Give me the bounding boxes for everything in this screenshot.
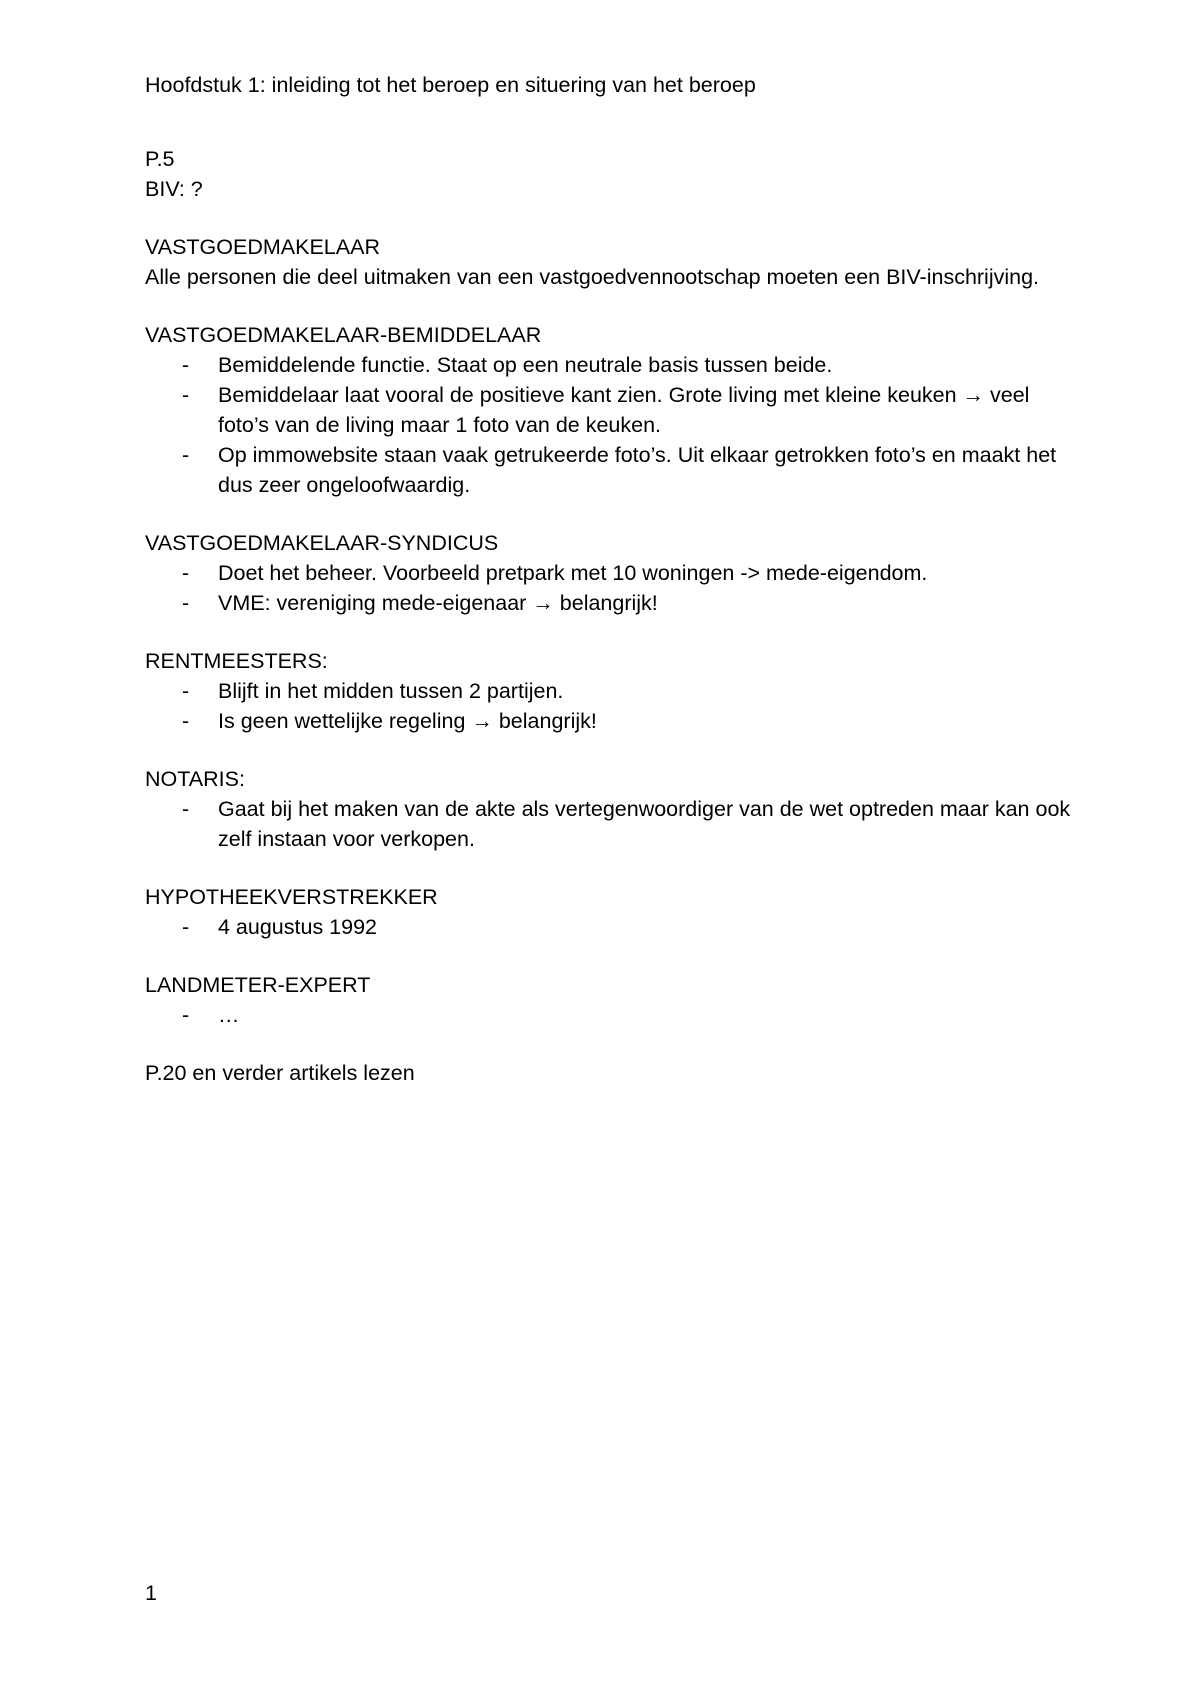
list-rentmeesters (145, 676, 1075, 736)
list-syndicus (145, 558, 1075, 618)
bullet-dash: - (182, 915, 190, 939)
list-item-text: … (218, 1003, 240, 1027)
list-item-text: Blijft in het midden tussen 2 partijen. (218, 679, 564, 703)
list-hypotheek (145, 912, 1075, 942)
bullet-dash: - (182, 1003, 190, 1027)
section-heading-syndicus: VASTGOEDMAKELAAR-SYNDICUS (145, 531, 499, 555)
list-item (145, 350, 1075, 380)
list-item (145, 676, 1075, 706)
bullet-dash: - (182, 679, 190, 703)
list-item-text: Is geen wettelijke regeling → belangrijk! (218, 709, 597, 733)
closing-note: P.20 en verder artikels lezen (145, 1061, 415, 1085)
list-item (145, 912, 1075, 942)
list-item (145, 794, 1075, 854)
document-body (145, 70, 1075, 1088)
section-heading-landmeter: LANDMETER-EXPERT (145, 973, 371, 997)
section-heading-notaris: NOTARIS: (145, 767, 245, 791)
section-heading-rentmeesters: RENTMEESTERS: (145, 649, 328, 673)
bullet-dash: - (182, 443, 190, 467)
bullet-dash: - (182, 709, 190, 733)
list-item (145, 1000, 1075, 1030)
biv-line: BIV: ? (145, 177, 203, 201)
list-item-text: Op immowebsite staan vaak getrukeerde foto’s. Uit elkaar getrokken foto’s en maakt het dus zeer ongeloofwaardig. (218, 443, 1057, 497)
list-item-text: 4 augustus 1992 (218, 915, 377, 939)
list-item-text: Bemiddelende functie. Staat op een neutrale basis tussen beide. (218, 353, 833, 377)
section-heading-bemiddelaar: VASTGOEDMAKELAAR-BEMIDDELAAR (145, 323, 542, 347)
bullet-dash: - (182, 353, 190, 377)
list-item (145, 440, 1075, 500)
list-item (145, 588, 1075, 618)
bullet-dash: - (182, 797, 190, 821)
section-text-vastgoedmakelaar: Alle personen die deel uitmaken van een vastgoedvennootschap moeten een BIV-inschrijving. (145, 265, 1040, 289)
document-title: Hoofdstuk 1: inleiding tot het beroep en situering van het beroep (145, 73, 756, 97)
page-number: 1 (145, 1581, 157, 1605)
list-landmeter (145, 1000, 1075, 1030)
section-heading-vastgoedmakelaar: VASTGOEDMAKELAAR (145, 235, 380, 259)
list-item (145, 380, 1075, 440)
list-item (145, 706, 1075, 736)
list-item-text: VME: vereniging mede-eigenaar → belangrijk! (218, 591, 658, 615)
bullet-dash: - (182, 383, 190, 407)
list-item-text: Doet het beheer. Voorbeeld pretpark met 10 woningen -> mede-eigendom. (218, 561, 928, 585)
list-bemiddelaar (145, 350, 1075, 500)
list-item-text: Bemiddelaar laat vooral de positieve kant zien. Grote living met kleine keuken → veel foto’s van de living maar 1 foto van de keuken. (218, 383, 1030, 437)
bullet-dash: - (182, 561, 190, 585)
list-notaris (145, 794, 1075, 854)
page-reference: P.5 (145, 147, 175, 171)
list-item (145, 558, 1075, 588)
bullet-dash: - (182, 591, 190, 615)
section-heading-hypotheek: HYPOTHEEKVERSTREKKER (145, 885, 438, 909)
list-item-text: Gaat bij het maken van de akte als vertegenwoordiger van de wet optreden maar kan ook zelf instaan voor verkopen. (218, 797, 1071, 851)
